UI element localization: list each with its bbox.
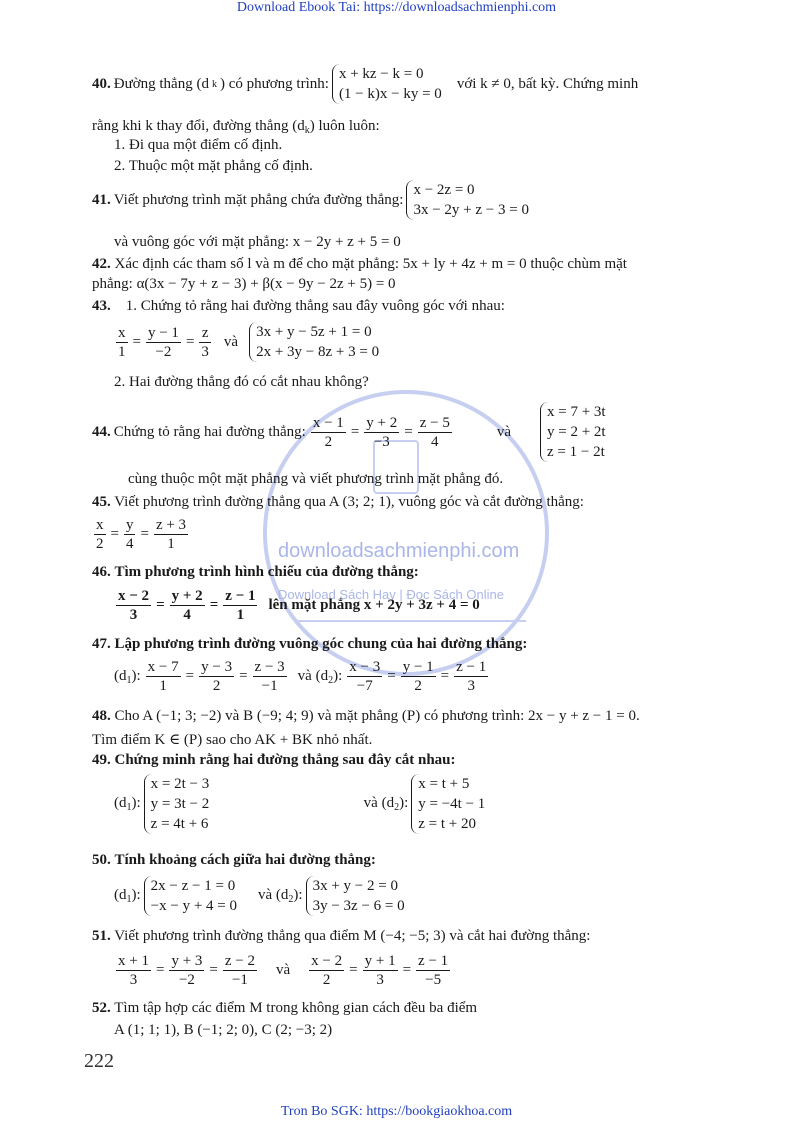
exercise-51-equations: $\frac{x + 1}{3}$ = $\frac{y + 3}{-2}$ = $\frac{z - 2}{-1}$ và $\frac{x - 2}{2}$ = $\frac{y + 1}{3}$ = $\frac{z - 1}{-5}$ <box>118 953 449 988</box>
equation-system: x + kz − k = 0 (1 − k)x − ky = 0 <box>332 64 442 104</box>
exercise-40-item2: 2. Thuộc một mặt phẳng cố định. <box>114 158 313 174</box>
equation-system: x = 7 + 3t y = 2 + 2t z = 1 − 2t <box>540 402 606 462</box>
exercise-50: 50. Tính khoảng cách giữa hai đường thẳng: <box>92 852 376 868</box>
page-number: 222 <box>84 1050 114 1072</box>
exercise-46-equation: $\frac{x - 2}{3}$ = $\frac{y + 2}{4}$ = $\frac{z - 1}{1}$ lên mặt phẳng x + 2y + 3z + 4 = 0 <box>118 588 480 623</box>
exercise-48-line2: Tìm điểm K ∈ (P) sao cho AK + BK nhỏ nhất. <box>92 732 373 748</box>
exercise-52: 52. Tìm tập hợp các điểm M trong không gian cách đều ba điểm <box>92 1000 478 1016</box>
exercise-52-line2: A (1; 1; 1), B (−1; 2; 0), C (2; −3; 2) <box>114 1022 333 1038</box>
page-header[interactable]: Download Ebook Tai: https://downloadsachmienphi.com <box>236 0 557 15</box>
exercise-48: 48. Cho A (−1; 3; −2) và B (−9; 4; 9) và mặt phẳng (P) có phương trình: 2x − y + z − 1 = 0. <box>92 708 640 724</box>
exercise-41-line2: và vuông góc với mặt phẳng: x − 2y + z + 5 = 0 <box>114 234 401 250</box>
equation-system: x = 2t − 3 y = 3t − 2 z = 4t + 6 <box>144 774 321 834</box>
exercise-45-equation: $\frac{x}{2}$ = $\frac{y}{4}$ = $\frac{z + 3}{1}$ <box>96 517 187 552</box>
watermark-url: downloadsachmienphi.com <box>278 540 520 562</box>
exercise-51: 51. Viết phương trình đường thẳng qua điểm M (−4; −5; 3) và cắt hai đường thẳng: <box>92 928 591 944</box>
exercise-42: 42. Xác định các tham số l và m để cho mặt phẳng: 5x + ly + 4z + m = 0 thuộc chùm mặt <box>92 256 627 272</box>
exercise-40: 40. Đường thẳng (d k ) có phương trình: x + kz − k = 0 (1 − k)x − ky = 0 với k ≠ 0, bất kỳ. Chứng minh <box>92 66 639 102</box>
equation-system: x = t + 5 y = −4t − 1 z = t + 20 <box>411 774 485 834</box>
exercise-40-line2: rằng khi k thay đổi, đường thẳng $(d_k)$ luôn luôn: <box>92 118 380 136</box>
exercise-43-part2: 2. Hai đường thẳng đó có cắt nhau không? <box>114 374 369 390</box>
exercise-49-systems: $(d_1)$: x = 2t − 3 y = 3t − 2 z = 4t + 6 và $(d_2)$: x = t + 5 y = −4t − 1 z = t + 20 <box>114 776 486 832</box>
equation-system: 2x − z − 1 = 0 −x − y + 4 = 0 <box>144 876 237 916</box>
exercise-50-systems: $(d_1)$: 2x − z − 1 = 0 −x − y + 4 = 0 và $(d_2)$: 3x + y − 2 = 0 3y − 3z − 6 = 0 <box>114 878 405 914</box>
exercise-49: 49. Chứng minh rằng hai đường thẳng sau đây cắt nhau: <box>92 752 456 768</box>
watermark-tagline: Download Sách Hay | Đọc Sách Online <box>278 587 504 602</box>
exercise-42-line2: phẳng: α(3x − 7y + z − 3) + β(x − 9y − 2z + 5) = 0 <box>92 276 396 292</box>
page-footer[interactable]: Tron Bo SGK: https://bookgiaokhoa.com <box>280 1104 513 1119</box>
equation-system: x − 2z = 0 3x − 2y + z − 3 = 0 <box>406 180 529 220</box>
exercise-44-line2: cùng thuộc một mặt phẳng và viết phương trình mặt phẳng đó. <box>128 471 504 487</box>
exercise-44: 44. Chứng tỏ rằng hai đường thẳng: $\frac{x - 1}{2}$ = $\frac{y + 2}{-3}$ = $\frac{z - 5}{4}$ và x = 7 + 3t y = 2 + 2t z = 1 − 2t <box>92 404 606 460</box>
exercise-41: 41. Viết phương trình mặt phẳng chứa đường thẳng: x − 2z = 0 3x − 2y + z − 3 = 0 <box>92 182 529 218</box>
exercise-46: 46. Tìm phương trình hình chiếu của đường thẳng: <box>92 564 419 580</box>
exercise-43: 43. 1. Chứng tỏ rằng hai đường thẳng sau đây vuông góc với nhau: <box>92 298 505 314</box>
equation-system: 3x + y − 2 = 0 3y − 3z − 6 = 0 <box>306 876 405 916</box>
equation-system: 3x + y − 5z + 1 = 0 2x + 3y − 8z + 3 = 0 <box>249 322 379 362</box>
exercise-40-item1: 1. Đi qua một điểm cố định. <box>114 137 283 153</box>
exercise-45: 45. Viết phương trình đường thẳng qua A (3; 2; 1), vuông góc và cắt đường thẳng: <box>92 494 584 510</box>
exercise-47-equations: $(d_1)$: $\frac{x - 7}{1}$ = $\frac{y - 3}{2}$ = $\frac{z - 3}{-1}$ và $(d_2)$: $\frac{x - 3}{-7}$ = $\frac{y - 1}{2}$ = $\frac{z - 1}{3}$ <box>114 659 487 694</box>
exercise-47: 47. Lập phương trình đường vuông góc chung của hai đường thẳng: <box>92 636 528 652</box>
exercise-43-equations: $\frac{x}{1}$ = $\frac{y - 1}{-2}$ = $\frac{z}{3}$ và 3x + y − 5z + 1 = 0 2x + 3y − 8z + 3 = 0 <box>118 324 380 360</box>
